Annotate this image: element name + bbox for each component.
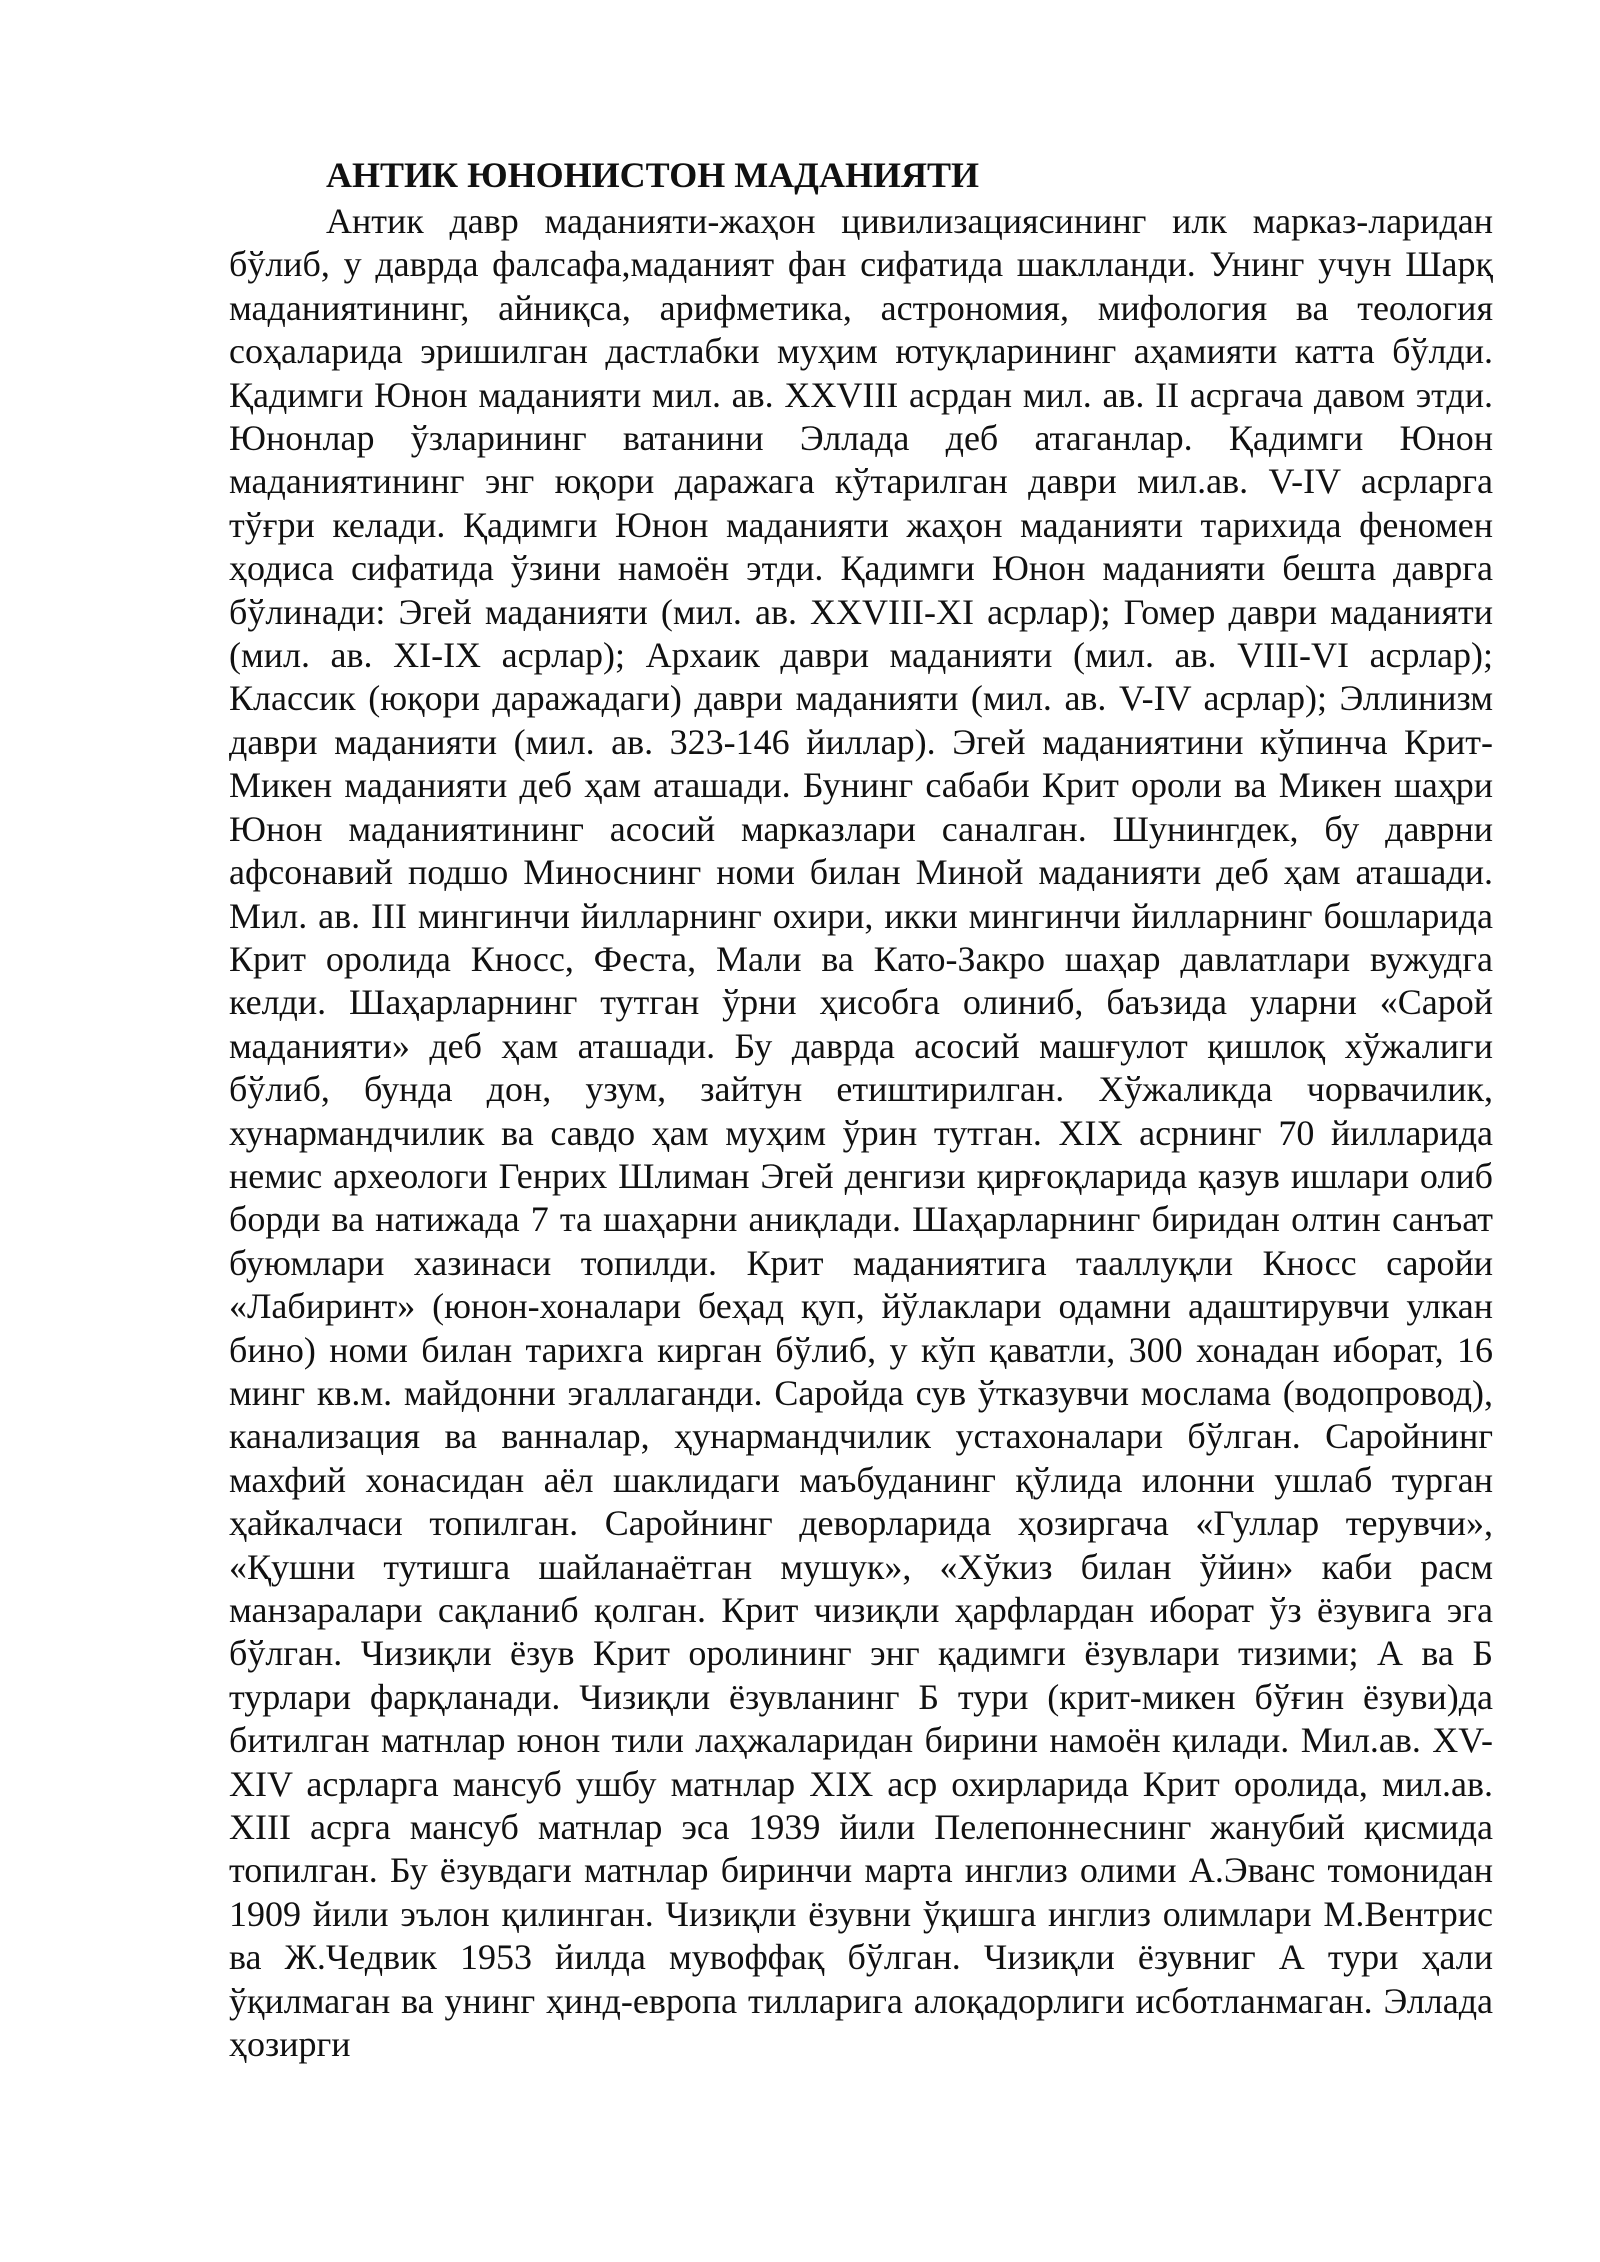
- document-title: АНТИК ЮНОНИСТОН МАДАНИЯТИ: [326, 155, 979, 195]
- document-content: [229, 150, 1493, 2066]
- document-body-paragraph: Антик давр маданияти-жаҳон цивилизациясининг илк марказ-ларидан бўлиб, у даврда фалсафа,маданият фан сифатида шаклланди. Унинг учун Шарқ маданиятининг, айниқса, арифметика, астрономия, мифология ва теология соҳаларида эришилган дастлабки муҳим ютуқларининг аҳамияти катта бўлди. Қадимги Юнон маданияти мил. ав. XXVIII асрдан мил. ав. II асргача давом этди. Юнонлар ўзларининг ватанини Эллада деб атаганлар. Қадимги Юнон маданиятининг энг юқори даражага кўтарилган даври мил.ав. V-IV асрларга тўғри келади. Қадимги Юнон маданияти жаҳон маданияти тарихида феномен ҳодиса сифатида ўзини намоён этди. Қадимги Юнон маданияти бешта даврга бўлинади: Эгей маданияти (мил. ав. XXVIII-XI асрлар); Гомер даври маданияти (мил. ав. XI-IX асрлар); Архаик даври маданияти (мил. ав. VIII-VI асрлар); Классик (юқори даражадаги) даври маданияти (мил. ав. V-IV асрлар); Эллинизм даври маданияти (мил. ав. 323-146 йиллар). Эгей маданиятини кўпинча Крит-Микен маданияти деб ҳам аташади. Бунинг сабаби Крит ороли ва Микен шаҳри Юнон маданиятининг асосий марказлари саналган. Шунингдек, бу даврни афсонавий подшо Миноснинг номи билан Миной маданияти деб ҳам аташади. Мил. ав. III мингинчи йилларнинг охири, икки мингинчи йилларнинг бошларида Крит оролида Кносс, Феста, Мали ва Като-Закро шаҳар давлатлари вужудга келди. Шаҳарларнинг тутган ўрни ҳисобга олиниб, баъзида уларни «Сарой маданияти» деб ҳам аташади. Бу даврда асосий машғулот қишлоқ хўжалиги бўлиб, бунда дон, узум, зайтун етиштирилган. Хўжаликда чорвачилик, хунармандчилик ва савдо ҳам муҳим ўрин тутган. XIX асрнинг 70 йилларида немис археологи Генрих Шлиман Эгей денгизи қирғоқларида қазув ишлари олиб борди ва натижада 7 та шаҳарни аниқлади. Шаҳарларнинг биридан олтин санъат буюмлари хазинаси топилди. Крит маданиятига тааллуқли Кносс саройи «Лабиринт» (юнон-хоналари беҳад қуп, йўлаклари одамни адаштирувчи улкан бино) номи билан тарихга кирган бўлиб, у кўп қаватли, 300 хонадан иборат, 16 минг кв.м. майдонни эгаллаганди. Саройда сув ўтказувчи мослама (водопровод), канализация ва ванналар, ҳунармандчилик устахоналари бўлган. Саройнинг махфий хонасидан аёл шаклидаги маъбуданинг қўлида илонни ушлаб турган ҳайкалчаси топилган. Саройнинг деворларида ҳозиргача «Гуллар терувчи», «Қушни тутишга шайланаётган мушук», «Хўкиз билан ўйин» каби расм манзаралари сақланиб қолган. Крит чизиқли ҳарфлардан иборат ўз ёзувига эга бўлган. Чизиқли ёзув Крит оролининг энг қадимги ёзувлари тизими; А ва Б турлари фарқланади. Чизиқли ёзувланинг Б тури (крит-микен бўғин ёзуви)да битилган матнлар юнон тили лаҳжаларидан бирини намоён қилади. Мил.ав. XV-XIV асрларга мансуб ушбу матнлар XIX аср охирларида Крит оролида, мил.ав. XIII асрга мансуб матнлар эса 1939 йили Пелепоннеснинг жанубий қисмида топилган. Бу ёзувдаги матнлар биринчи марта инглиз олими А.Эванс томонидан 1909 йили эълон қилинган. Чизиқли ёзувни ўқишга инглиз олимлари М.Вентрис ва Ж.Чедвик 1953 йилда мувоффақ бўлган. Чизиқли ёзувниг А тури ҳали ўқилмаган ва унинг ҳинд-европа тилларига алоқадорлиги исботланмаган. Эллада ҳозирги: [229, 201, 1493, 2065]
